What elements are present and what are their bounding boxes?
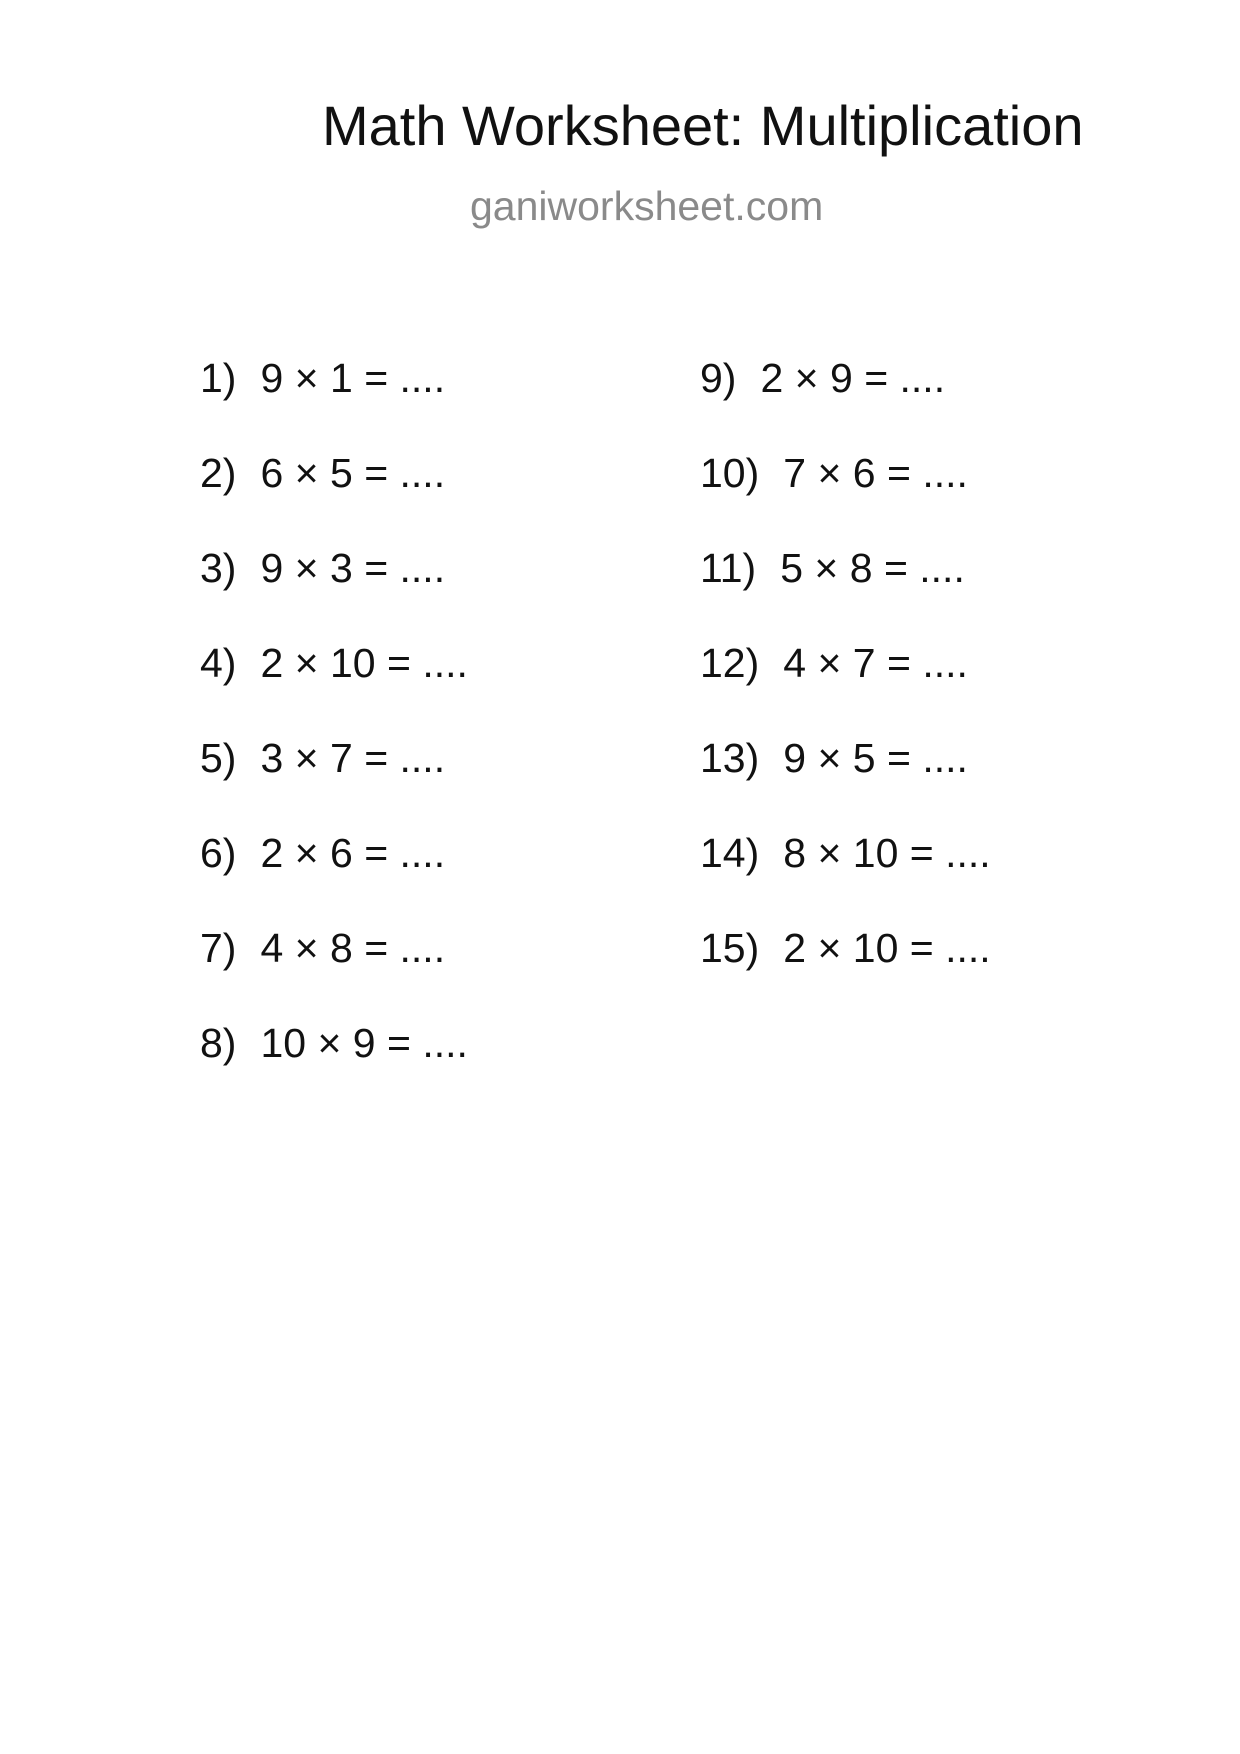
problem-expression: 10 × 9 = .... [260, 1020, 468, 1066]
problem-expression: 9 × 5 = .... [783, 735, 968, 781]
problem-item [200, 1020, 468, 1115]
problem-item [700, 450, 991, 545]
problem-number: 14) [700, 830, 760, 876]
problem-column-left [200, 355, 468, 1115]
problem-number: 11) [700, 545, 757, 591]
problem-number: 13) [700, 735, 760, 781]
problem-number: 12) [700, 640, 760, 686]
worksheet-source: ganiworksheet.com [470, 183, 824, 229]
worksheet-title: Math Worksheet: Multiplication [322, 94, 1084, 157]
problem-expression: 6 × 5 = .... [260, 450, 446, 496]
problem-number: 8) [200, 1020, 237, 1066]
problem-expression: 2 × 10 = .... [260, 640, 468, 686]
problem-item [700, 640, 991, 735]
problem-item [700, 545, 991, 640]
problem-expression: 8 × 10 = .... [783, 830, 991, 876]
problem-expression: 3 × 7 = .... [260, 735, 446, 781]
problem-expression: 4 × 7 = .... [783, 640, 968, 686]
problem-item [200, 830, 468, 925]
problem-expression: 9 × 3 = .... [260, 545, 446, 591]
problem-number: 5) [200, 735, 237, 781]
problem-number: 7) [200, 925, 237, 971]
problem-expression: 4 × 8 = .... [260, 925, 446, 971]
problem-item [200, 355, 468, 450]
problem-item [700, 735, 991, 830]
problem-number: 6) [200, 830, 237, 876]
problem-item [700, 830, 991, 925]
problem-column-right [700, 355, 991, 1020]
problem-item [200, 735, 468, 830]
problem-expression: 9 × 1 = .... [260, 355, 446, 401]
problem-item [200, 640, 468, 735]
problem-number: 10) [700, 450, 760, 496]
problem-number: 1) [200, 355, 237, 401]
problem-number: 3) [200, 545, 237, 591]
problem-expression: 7 × 6 = .... [783, 450, 968, 496]
problem-expression: 5 × 8 = .... [780, 545, 965, 591]
problem-number: 15) [700, 925, 760, 971]
problem-expression: 2 × 6 = .... [260, 830, 446, 876]
problem-expression: 2 × 10 = .... [783, 925, 991, 971]
problem-item [700, 925, 991, 1020]
problem-item [200, 450, 468, 545]
problem-item [200, 545, 468, 640]
problem-number: 4) [200, 640, 237, 686]
problem-number: 9) [700, 355, 737, 401]
problem-expression: 2 × 9 = .... [760, 355, 946, 401]
problem-number: 2) [200, 450, 237, 496]
problem-item [200, 925, 468, 1020]
problem-item [700, 355, 991, 450]
